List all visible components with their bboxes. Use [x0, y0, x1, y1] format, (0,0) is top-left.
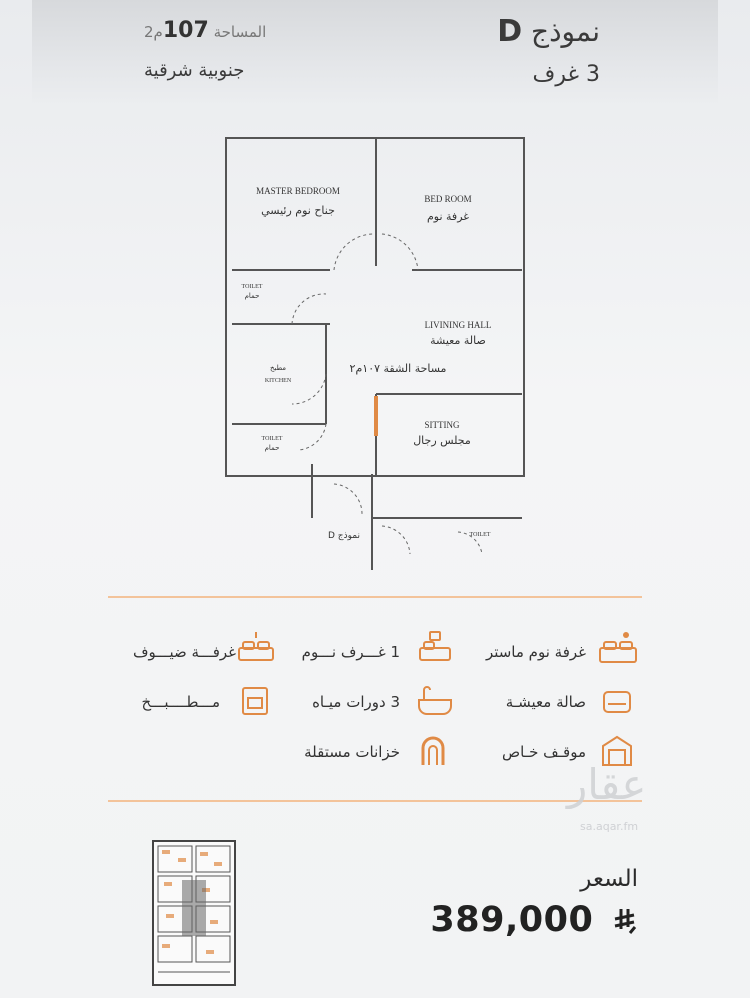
kitchen-icon	[240, 684, 270, 718]
plan-kitchen-ar: مطبخ	[269, 364, 287, 372]
model-label: نموذج	[531, 15, 600, 48]
feature-master-bedroom: غرفة نوم ماستر	[485, 643, 586, 661]
rooms-count: 3 غرف	[532, 62, 600, 87]
feature-living-room: صالة معيشـة	[505, 693, 586, 711]
riyal-symbol-icon	[612, 907, 638, 935]
plan-bed-ar: غرفة نوم	[426, 210, 470, 223]
plan-toilet2-en: TOILET	[261, 436, 283, 442]
plan-toilet3-en: TOILET	[469, 532, 491, 538]
plan-toilet1-en: TOILET	[241, 284, 263, 290]
feature-bathrooms: 3 دورات ميـاه	[312, 693, 400, 711]
plan-toilet1-ar: حمام	[244, 292, 260, 300]
area-unit: م2	[144, 23, 163, 41]
price-amount: 389,000	[430, 900, 594, 940]
door-arc	[334, 234, 374, 270]
area-label: المساحة	[213, 23, 267, 41]
floor-plan	[222, 134, 528, 572]
guest-room-icon	[236, 630, 276, 668]
plan-master-en: MASTER BEDROOM	[256, 186, 340, 196]
facing-direction: جنوبية شرقية	[144, 60, 245, 81]
divider-bottom	[108, 800, 642, 802]
area-info	[144, 18, 266, 43]
plan-living-ar: صالة معيشة	[430, 334, 486, 347]
divider-top	[108, 596, 642, 598]
plan-area-note: مساحة الشقة ١٠٧م٢	[349, 362, 447, 375]
plan-bed-en: BED ROOM	[424, 194, 472, 204]
feature-bedroom: 1 غـــرف نـــوم	[301, 643, 400, 661]
tank-icon	[418, 734, 448, 768]
plan-master-ar: جناح نوم رئيسي	[261, 204, 335, 217]
feature-parking: موقـف خـاص	[501, 743, 586, 761]
feature-kitchen: مـــطــــبـــخ	[141, 693, 220, 711]
sofa-icon	[600, 684, 634, 718]
plan-kitchen-en: KITCHEN	[264, 378, 292, 384]
feature-tanks: خزانات مستقلة	[304, 743, 400, 761]
plan-model-tag: نموذج D	[328, 531, 360, 541]
bathtub-icon	[416, 684, 454, 718]
window-mark	[374, 396, 378, 436]
price-value	[430, 900, 638, 940]
building-thumbnail	[152, 840, 236, 986]
header-banner	[32, 0, 718, 106]
watermark-url: sa.aqar.fm	[580, 820, 639, 833]
plan-sitting-ar: مجلس رجال	[413, 434, 471, 447]
plan-living-en: LIVINING HALL	[424, 320, 492, 330]
watermark-brand: عقار	[567, 760, 647, 809]
model-title	[497, 14, 600, 49]
plan-toilet2-ar: حمام	[264, 444, 280, 452]
plan-sitting-en: SITTING	[424, 420, 460, 430]
model-code: D	[497, 14, 523, 49]
area-value: 107	[162, 18, 209, 43]
feature-guest-room: غرفـــة ضيـــوف	[132, 643, 236, 661]
master-bedroom-icon	[596, 630, 640, 670]
bed-icon	[416, 630, 454, 668]
price-label: السعر	[580, 866, 638, 892]
